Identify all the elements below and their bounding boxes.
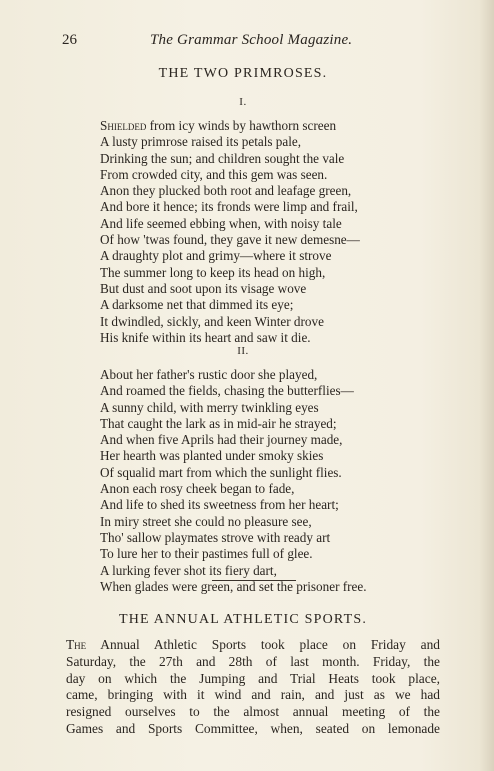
poem-line: And bore it hence; its fronds were limp and frail,	[100, 199, 358, 215]
prose-line: Saturday, the 27th and 28th of last month. Friday, the	[66, 653, 440, 669]
poem-line: Tho' sallow playmates strove with ready art	[100, 529, 331, 545]
prose-line	[66, 637, 440, 654]
line-text: Annual Athletic Sports took place on Friday and	[86, 637, 440, 652]
poem-line: And life to shed its sweetness from her heart;	[100, 497, 339, 513]
prose-line: came, bringing with it wind and rain, and just as we had	[66, 687, 440, 703]
poem-line: A darksome net that dimmed its eye;	[100, 297, 294, 313]
poem-line: But dust and soot upon its visage wove	[100, 280, 307, 296]
drop-word: Shielded	[100, 118, 147, 133]
prose-line: day on which the Jumping and Trial Heats took place,	[66, 670, 440, 686]
poem-line: A lurking fever shot its fiery dart,	[100, 562, 277, 578]
poem-line: Drinking the sun; and children sought the vale	[100, 150, 345, 166]
poem-line: The summer long to keep its head on high,	[100, 264, 326, 280]
poem-line	[100, 118, 440, 134]
poem-line: And roamed the fields, chasing the butterflies—	[100, 383, 354, 399]
poem-line: That caught the lark as in mid-air he strayed;	[100, 415, 337, 431]
poem-line: About her father's rustic door she played,	[100, 367, 318, 382]
poem-line: And life seemed ebbing when, with noisy tale	[100, 215, 342, 231]
poem-line: And when five Aprils had their journey made,	[100, 432, 343, 448]
running-header	[62, 32, 410, 52]
poem-stanza-1	[100, 118, 440, 346]
poem-line: When glades were green, and set the prisoner free.	[100, 578, 367, 594]
poem-line: From crowded city, and this gem was seen.	[100, 166, 328, 182]
poem-line: Anon each rosy cheek began to fade,	[100, 481, 295, 497]
poem-line: To lure her to their pastimes full of glee.	[100, 546, 313, 562]
poem-line: It dwindled, sickly, and keen Winter drove	[100, 313, 324, 329]
article-body	[66, 637, 440, 738]
prose-line: resigned ourselves to the almost annual meeting of the	[66, 704, 440, 720]
poem-title: THE TWO PRIMROSES.	[158, 66, 328, 81]
article-title: THE ANNUAL ATHLETIC SPORTS.	[118, 612, 368, 627]
poem-line: A sunny child, with merry twinkling eyes	[100, 399, 319, 415]
stanza-numeral-2: II.	[237, 345, 249, 357]
poem-line: Anon they plucked both root and leafage green,	[100, 183, 352, 199]
poem-line: Of how 'twas found, they gave it new demesne—	[100, 232, 360, 248]
poem-line: His knife within its heart and saw it die.	[100, 329, 311, 345]
poem-line: In miry street she could no pleasure see,	[100, 513, 312, 529]
poem-line: Her hearth was planted under smoky skies	[100, 448, 324, 464]
poem-line: A lusty primrose raised its petals pale,	[100, 134, 302, 150]
drop-word: The	[66, 637, 87, 652]
poem-stanza-2	[100, 367, 440, 595]
poem-line: Of squalid mart from which the sunlight flies.	[100, 464, 342, 480]
line-text: from icy winds by hawthorn screen	[146, 118, 337, 133]
poem-line: A draughty plot and grimy—where it strove	[100, 248, 332, 264]
prose-line: Games and Sports Committee, when, seated on lemonade	[66, 720, 440, 736]
section-divider	[212, 580, 296, 581]
running-title: The Grammar School Magazine.	[150, 32, 353, 48]
page-number: 26	[62, 32, 77, 48]
stanza-numeral-1: I.	[239, 96, 247, 108]
